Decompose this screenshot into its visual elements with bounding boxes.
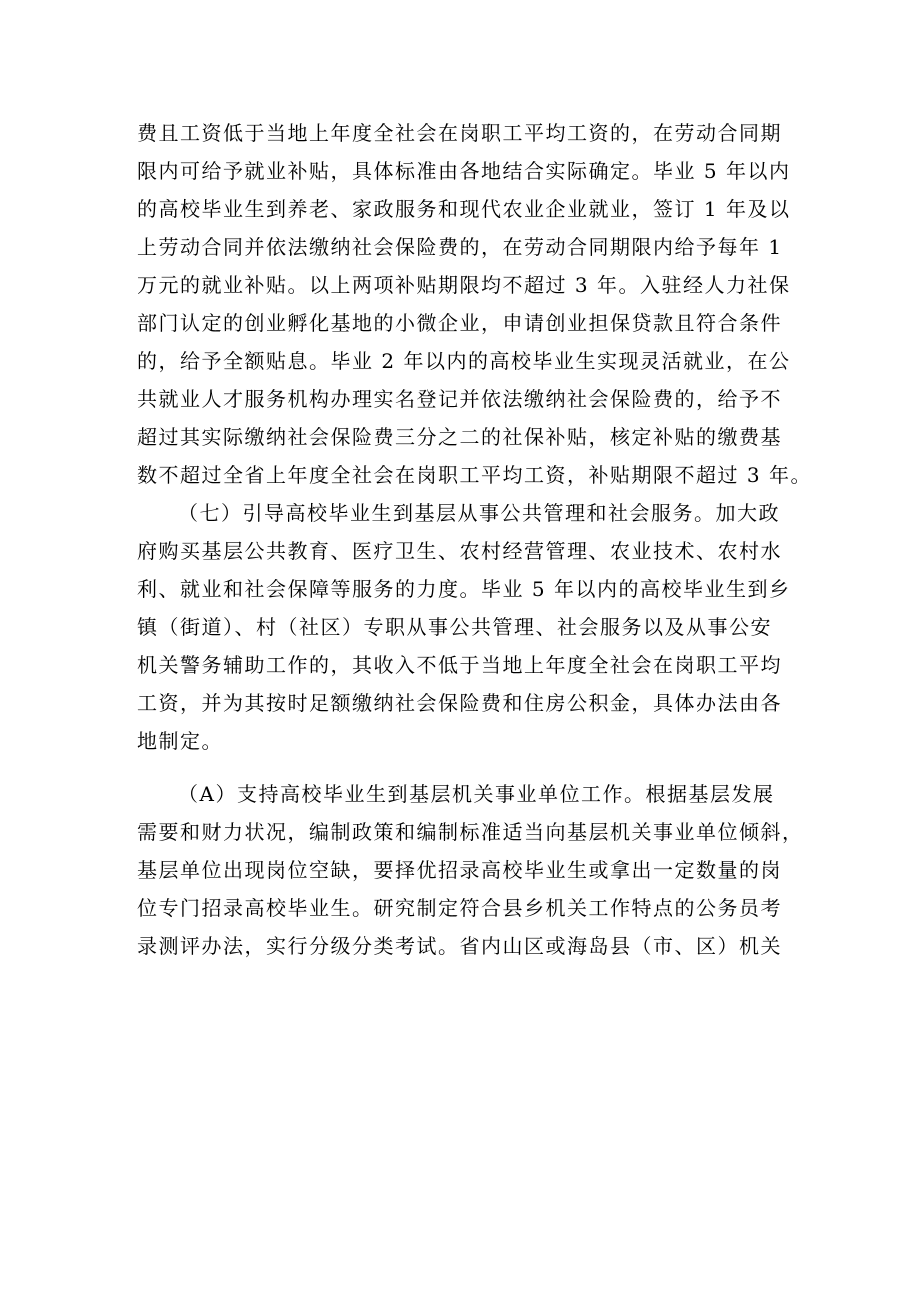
text-line: 基层单位出现岗位空缺，要择优招录高校毕业生或拿出一定数量的岗 [137, 858, 782, 882]
text-line: 工资，并为其按时足额缴纳社会保险费和住房公积金，具体办法由各 [137, 691, 782, 715]
text-line: 机关警务辅助工作的，其收入不低于当地上年度全社会在岗职工平均 [137, 653, 782, 677]
paragraph [137, 114, 812, 494]
text-line: （A）支持高校毕业生到基层机关事业单位工作。根据基层发展 [178, 782, 775, 806]
text-line: 利、就业和社会保障等服务的力度。毕业 5 年以内的高校毕业生到乡 [137, 577, 791, 601]
text-line: 上劳动合同并依法缴纳社会保险费的，在劳动合同期限内给予每年 1 [137, 235, 783, 259]
text-line: 费且工资低于当地上年度全社会在岗职工平均工资的，在劳动合同期 [137, 121, 782, 145]
text-line: 限内可给予就业补贴，具体标准由各地结合实际确定。毕业 5 年以内 [137, 159, 791, 183]
text-line: 数不超过全省上年度全社会在岗职工平均工资，补贴期限不超过 3 年。 [137, 463, 812, 487]
text-line: 地制定。 [137, 729, 223, 753]
body-text [137, 114, 812, 965]
paragraph [137, 494, 797, 760]
paragraph [137, 775, 804, 965]
text-line: 共就业人才服务机构办理实名登记并依法缴纳社会保险费的，给予不 [137, 387, 782, 411]
paragraph-gap [137, 760, 797, 775]
text-line: 超过其实际缴纳社会保险费三分之二的社保补贴，核定补贴的缴费基 [137, 425, 782, 449]
text-line: 府购买基层公共教育、医疗卫生、农村经营管理、农业技术、农村水 [137, 539, 782, 563]
text-line: 录测评办法，实行分级分类考试。省内山区或海岛县（市、区）机关 [137, 934, 782, 958]
text-line: 位专门招录高校毕业生。研究制定符合县乡机关工作特点的公务员考 [137, 896, 782, 920]
text-line: 需要和财力状况，编制政策和编制标准适当向基层机关事业单位倾斜， [137, 820, 804, 844]
text-line: 的，给予全额贴息。毕业 2 年以内的高校毕业生实现灵活就业，在公 [137, 349, 791, 373]
text-line: 的高校毕业生到养老、家政服务和现代农业企业就业，签订 1 年及以 [137, 197, 791, 221]
text-line: 万元的就业补贴。以上两项补贴期限均不超过 3 年。入驻经人力社保 [137, 273, 791, 297]
text-line: （七）引导高校毕业生到基层从事公共管理和社会服务。加大政 [178, 501, 780, 525]
text-line: 镇（街道）、村（社区）专职从事公共管理、社会服务以及从事公安 [137, 615, 772, 639]
text-line: 部门认定的创业孵化基地的小微企业，申请创业担保贷款且符合条件 [137, 311, 782, 335]
